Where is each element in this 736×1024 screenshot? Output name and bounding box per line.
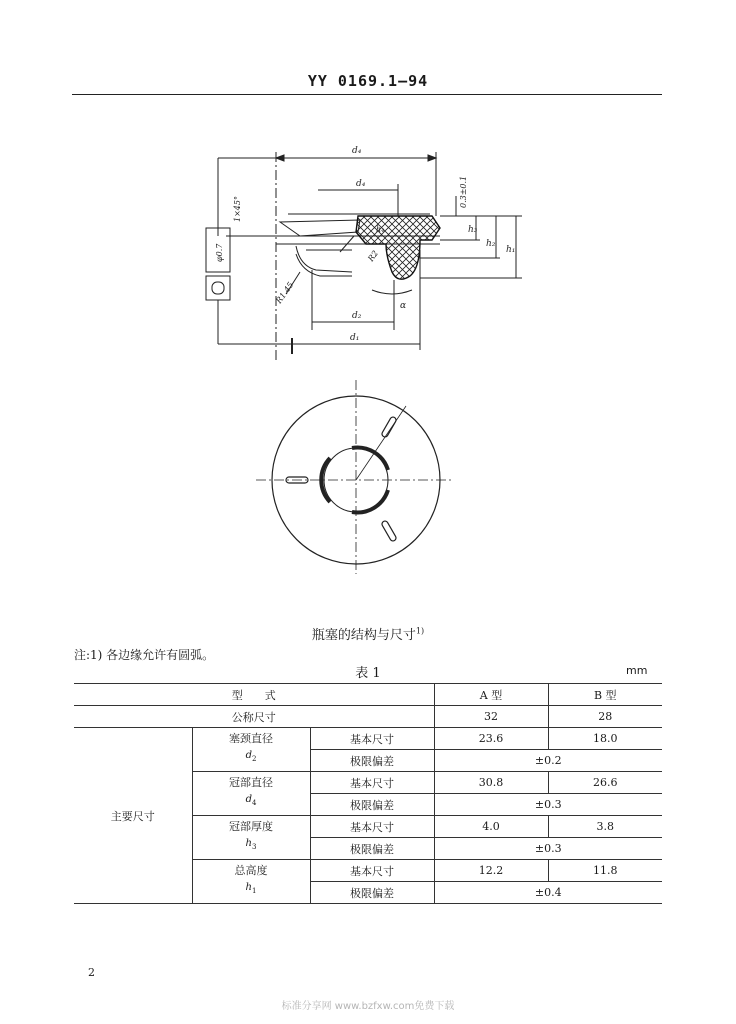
label-d4-top: d₄ [352,146,362,156]
label-alpha: α [400,301,407,311]
label-chamfer: 1×45° [233,196,242,222]
label-h4: h₄ [376,225,385,234]
table-header-row [74,684,662,706]
label-r145: R1.45 [274,280,296,306]
label-d1: d₁ [350,333,360,343]
label-phi: φ0.7 [215,243,224,262]
col-b-label: B 型 [548,684,662,706]
value-a: 23.6 [434,728,548,750]
col-a-label: A 型 [434,684,548,706]
tol-label: 极限偏差 [310,750,434,772]
basic-label: 基本尺寸 [310,728,434,750]
tol-label: 极限偏差 [310,794,434,816]
value-b: 18.0 [548,728,662,750]
page-number: 2 [88,966,95,979]
value-b: 11.8 [548,860,662,882]
footer-watermark: 标准分享网 www.bzfxw.com免费下载 [281,1001,455,1012]
value-a: 4.0 [434,816,548,838]
tol-label: 极限偏差 [310,882,434,904]
nominal-label: 公称尺寸 [74,706,434,728]
plan-view [256,380,452,574]
type-label: 型 式 [74,684,434,706]
basic-label: 基本尺寸 [310,860,434,882]
table-row [74,728,662,750]
label-r2: R2 [366,248,381,264]
table-title: 表 1 [355,666,381,681]
crown-section [356,216,440,279]
tol-label: 极限偏差 [310,838,434,860]
label-d2: d₂ [352,311,362,321]
figure-caption: 瓶塞的结构与尺寸$^{1)}$ [311,626,425,643]
tol-value: ±0.4 [434,882,662,904]
label-03: 0.3±0.1 [459,175,468,208]
value-a: 30.8 [434,772,548,794]
label-h1: h₁ [506,245,516,255]
label-h2: h₂ [486,239,496,249]
param-cell: 冠部直径 $d_4$ [192,772,310,816]
flange-profile [280,220,360,236]
label-h3: h₃ [468,225,478,235]
basic-label: 基本尺寸 [310,816,434,838]
value-b: 3.8 [548,816,662,838]
nominal-a: 32 [434,706,548,728]
value-a: 12.2 [434,860,548,882]
table-unit: mm [626,664,648,677]
param-cell: 总高度 $h_1$ [192,860,310,904]
nominal-b: 28 [548,706,662,728]
figure-note: 注:1) 各边缘允许有圆弧。 [74,648,215,662]
label-d4-small: d₄ [356,179,366,189]
tol-value: ±0.2 [434,750,662,772]
basic-label: 基本尺寸 [310,772,434,794]
tol-value: ±0.3 [434,838,662,860]
param-cell: 冠部厚度 $h_3$ [192,816,310,860]
tol-value: ±0.3 [434,794,662,816]
nominal-row [74,706,662,728]
dimension-table [74,683,662,904]
value-b: 26.6 [548,772,662,794]
param-cell: 塞颈直径 $d_2$ [192,728,310,772]
standard-number: YY 0169.1—94 [307,72,429,90]
group-label: 主要尺寸 [74,728,192,904]
